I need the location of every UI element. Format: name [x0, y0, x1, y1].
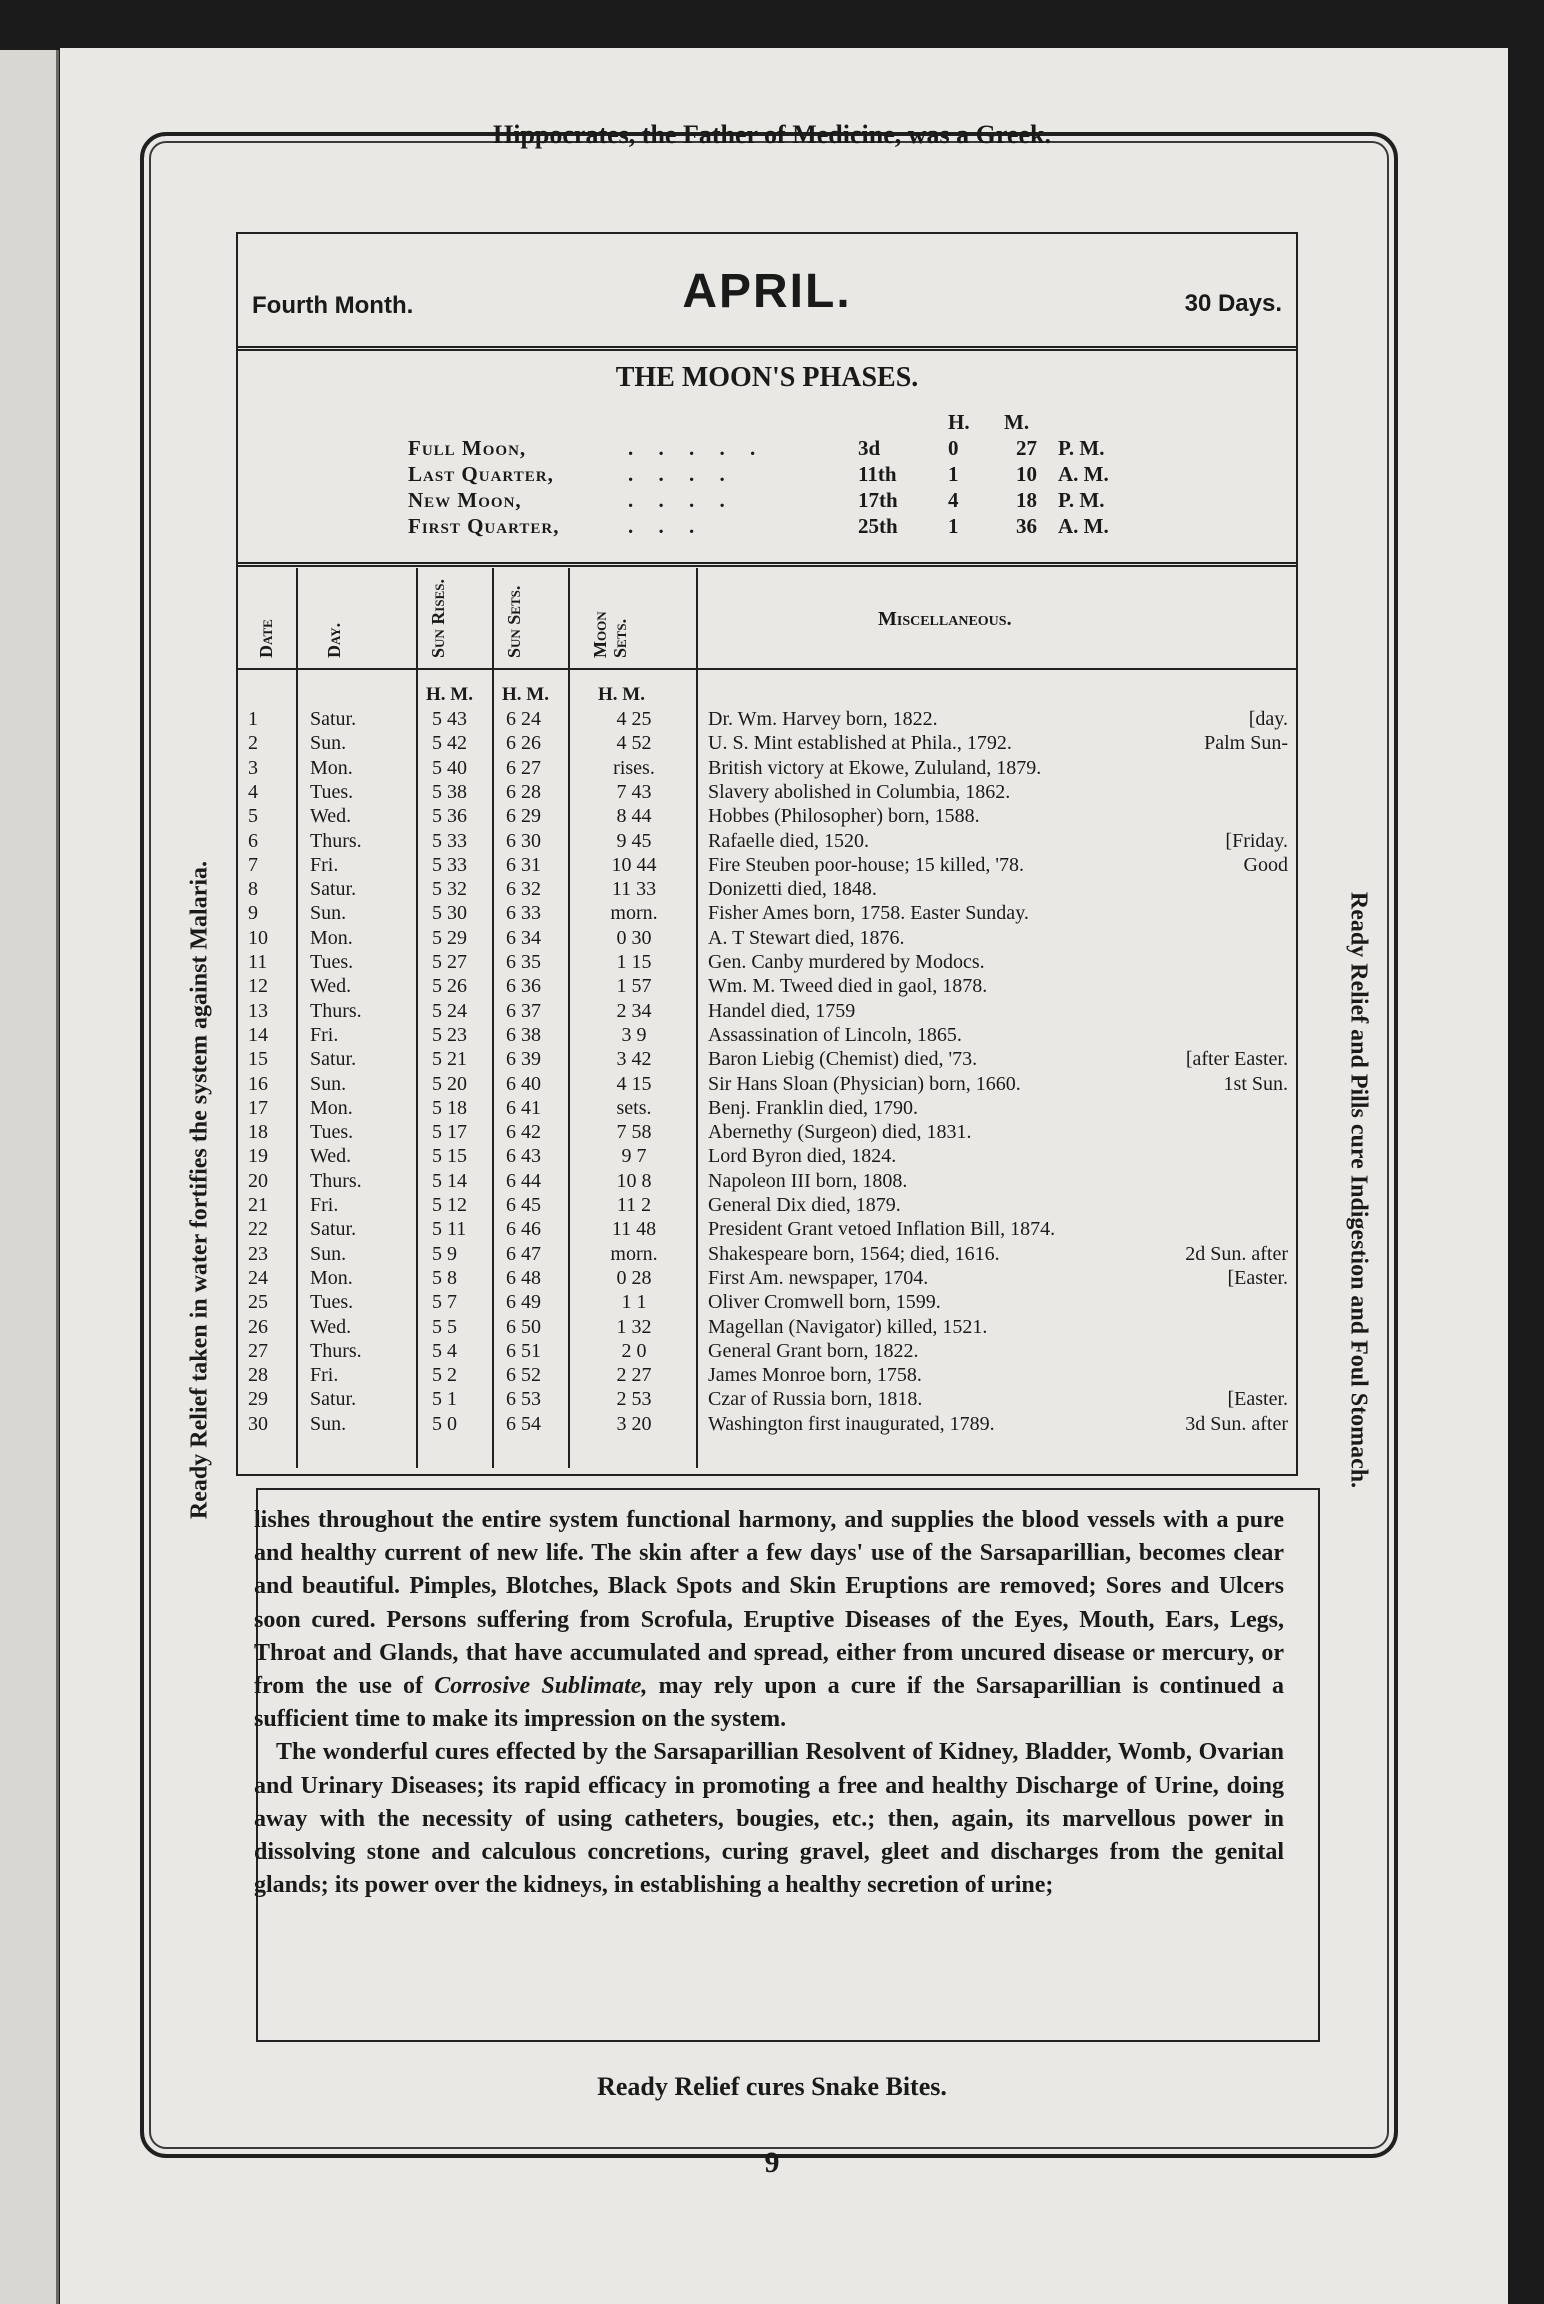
advertisement-text: [254, 1504, 1284, 1902]
table-row: [238, 1048, 1296, 1070]
cell-rise: 5 40: [432, 756, 467, 779]
cell-misc: Slavery abolished in Columbia, 1862.: [708, 780, 1011, 803]
phase-dots: . . . .: [628, 488, 735, 512]
cell-set: 6 45: [506, 1194, 541, 1216]
cell-set: 6 50: [506, 1315, 541, 1338]
cell-misc: Donizetti died, 1848.: [708, 878, 877, 901]
cell-day: Sun.: [310, 902, 347, 925]
cell-date: 17: [248, 1096, 268, 1119]
cell-moon: 8 44: [616, 805, 652, 828]
cell-misc: Dr. Wm. Harvey born, 1822.: [708, 708, 938, 730]
cell-date: 4: [248, 780, 258, 803]
phase-row: [408, 514, 1248, 538]
daily-table: [238, 568, 1296, 1468]
cell-day: Wed.: [310, 975, 352, 998]
phases-col-headers: [408, 410, 1248, 434]
phase-ampm: P. M.: [1058, 436, 1105, 460]
table-row: [238, 975, 1296, 997]
cell-day: Fri.: [310, 1023, 339, 1046]
cell-set: 6 44: [506, 1169, 541, 1192]
side-caption-right: Ready Relief and Pills cure Indigestion and Foul Stomach.: [1345, 891, 1372, 1489]
table-row: [238, 805, 1296, 827]
phase-name: New Moon,: [408, 488, 522, 512]
cell-day: Mon.: [310, 756, 353, 779]
cell-misc: Benj. Franklin died, 1790.: [708, 1096, 918, 1119]
cell-rise: 5 23: [432, 1023, 467, 1046]
page-number: 9: [764, 2146, 780, 2179]
cell-set: 6 32: [506, 878, 541, 901]
cell-note: Palm Sun-: [1204, 732, 1288, 755]
cell-moon: 1 32: [616, 1315, 652, 1338]
cell-moon: 1 15: [616, 951, 652, 973]
cell-misc: Magellan (Navigator) killed, 1521.: [708, 1315, 988, 1338]
table-row: [238, 1170, 1296, 1192]
cell-moon: 11 2: [616, 1194, 652, 1216]
cell-rise: 5 29: [432, 926, 467, 949]
cell-rise: 5 43: [432, 708, 467, 730]
cell-date: 15: [248, 1048, 268, 1071]
table-row: [238, 1340, 1296, 1362]
cell-misc: Napoleon III born, 1808.: [708, 1169, 908, 1192]
cell-day: Fri.: [310, 1194, 339, 1216]
cell-rise: 5 33: [432, 829, 467, 852]
table-row: [238, 854, 1296, 876]
cell-day: Tues.: [310, 951, 354, 973]
cell-misc: Rafaelle died, 1520.: [708, 829, 870, 852]
ad-paragraph-2: The wonderful cures effected by the Sarsaparillian Resolvent of Kidney, Bladder, Womb, Ovarian and Urinary Diseases; its rapid efficacy in promoting a free and healthy Discharge of Urine, doing away with the necessity of using catheters, bougies, etc.; then, again, its marvellous power in dissolving stone and calculous concretions, curing gravel, gleet and discharges from the genital glands; its power over the kidneys, in establishing a healthy secretion of urine;: [254, 1739, 1284, 1899]
phases-m-header: M.: [1004, 410, 1030, 434]
cell-misc: James Monroe born, 1758.: [708, 1364, 922, 1387]
table-row: [238, 878, 1296, 900]
cell-rise: 5 9: [432, 1242, 457, 1265]
table-row: [238, 1000, 1296, 1022]
cell-day: Tues.: [310, 1121, 354, 1144]
cell-rise: 5 38: [432, 780, 467, 803]
cell-date: 28: [248, 1364, 268, 1387]
cell-rise: 5 30: [432, 902, 467, 925]
cell-date: 9: [248, 902, 258, 925]
cell-note: [day.: [1248, 708, 1288, 730]
cell-set: 6 30: [506, 829, 541, 852]
header-date: Date: [256, 619, 276, 658]
cell-date: 25: [248, 1291, 268, 1314]
cell-moon: 11 33: [611, 878, 657, 901]
cell-moon: 1 1: [621, 1291, 647, 1314]
cell-date: 11: [248, 951, 268, 973]
cell-date: 19: [248, 1145, 268, 1168]
header-moon-sets: Moon Sets.: [590, 611, 630, 658]
cell-day: Satur.: [310, 1218, 357, 1241]
cell-date: 1: [248, 708, 258, 730]
cell-moon: 7 43: [616, 780, 652, 803]
phase-h: 0: [948, 436, 959, 460]
cell-date: 27: [248, 1339, 268, 1362]
cell-date: 18: [248, 1121, 268, 1144]
cell-day: Thurs.: [310, 1339, 362, 1362]
cell-rise: 5 17: [432, 1121, 467, 1144]
table-row: [238, 1194, 1296, 1216]
phase-m: 10: [1016, 462, 1037, 486]
table-row: [238, 781, 1296, 803]
table-row: [238, 1024, 1296, 1046]
bottom-caption: Ready Relief cures Snake Bites.: [597, 2072, 947, 2101]
phase-day: 11th: [858, 462, 897, 486]
cell-moon: 3 42: [616, 1048, 652, 1071]
cell-set: 6 27: [506, 756, 541, 779]
cell-rise: 5 4: [432, 1339, 457, 1362]
phase-dots: . . .: [628, 514, 705, 538]
cell-date: 12: [248, 975, 268, 998]
cell-date: 24: [248, 1266, 268, 1289]
phase-m: 27: [1016, 436, 1037, 460]
cell-day: Mon.: [310, 1096, 353, 1119]
cell-day: Mon.: [310, 926, 353, 949]
table-row: [238, 732, 1296, 754]
cell-rise: 5 14: [432, 1169, 467, 1192]
header-day: Day.: [324, 622, 344, 658]
table-row: [238, 1145, 1296, 1167]
table-row: [238, 1097, 1296, 1119]
cell-misc: Gen. Canby murdered by Modocs.: [708, 951, 985, 973]
cell-misc: Wm. M. Tweed died in gaol, 1878.: [708, 975, 988, 998]
phase-ampm: A. M.: [1058, 462, 1109, 486]
cell-moon: 9 45: [616, 829, 652, 852]
cell-date: 14: [248, 1023, 268, 1046]
cell-set: 6 52: [506, 1364, 541, 1387]
table-row: [238, 927, 1296, 949]
cell-misc: A. T Stewart died, 1876.: [708, 926, 905, 949]
cell-misc: British victory at Ekowe, Zululand, 1879.: [708, 756, 1042, 779]
cell-rise: 5 21: [432, 1048, 467, 1071]
cell-misc: Fire Steuben poor-house; 15 killed, '78.: [708, 853, 1024, 876]
cell-day: Sun.: [310, 1242, 347, 1265]
cell-day: Wed.: [310, 805, 352, 828]
cell-set: 6 38: [506, 1023, 541, 1046]
cell-set: 6 26: [506, 732, 541, 755]
cell-set: 6 53: [506, 1388, 541, 1411]
cell-moon: morn.: [610, 902, 658, 925]
phase-day: 25th: [858, 514, 898, 538]
table-row: [238, 1267, 1296, 1289]
cell-note: [after Easter.: [1185, 1048, 1288, 1071]
facing-page-edge: [0, 50, 59, 2304]
cell-set: 6 29: [506, 805, 541, 828]
moon-phases: [238, 352, 1296, 567]
cell-date: 23: [248, 1242, 268, 1265]
cell-misc: Abernethy (Surgeon) died, 1831.: [708, 1121, 972, 1144]
phase-day: 17th: [858, 488, 898, 512]
cell-day: Sun.: [310, 1412, 347, 1435]
cell-note: 1st Sun.: [1223, 1072, 1288, 1095]
cell-date: 6: [248, 829, 258, 852]
cell-set: 6 34: [506, 926, 541, 949]
phase-h: 4: [948, 488, 959, 512]
cell-misc: General Grant born, 1822.: [708, 1339, 919, 1362]
cell-set: 6 51: [506, 1339, 541, 1362]
cell-moon: 2 34: [616, 999, 652, 1022]
cell-rise: 5 7: [432, 1291, 457, 1314]
cell-moon: 11 48: [611, 1218, 657, 1241]
phase-dots: . . . . .: [628, 436, 766, 460]
cell-moon: 0 28: [616, 1266, 652, 1289]
phase-dots: . . . .: [628, 462, 735, 486]
phase-row: [408, 462, 1248, 486]
cell-set: 6 28: [506, 780, 541, 803]
cell-date: 10: [248, 926, 268, 949]
cell-moon: 4 25: [616, 708, 652, 730]
cell-moon: rises.: [613, 756, 655, 779]
cell-rise: 5 42: [432, 732, 467, 755]
ad-emphasis: Corrosive Sublimate,: [434, 1673, 648, 1700]
table-row: [238, 1388, 1296, 1410]
cell-set: 6 35: [506, 951, 541, 973]
table-row: [238, 951, 1296, 973]
cell-misc: Sir Hans Sloan (Physician) born, 1660.: [708, 1072, 1021, 1095]
cell-rise: 5 1: [432, 1388, 457, 1411]
phase-name: Full Moon,: [408, 436, 527, 460]
cell-rise: 5 26: [432, 975, 467, 998]
cell-day: Satur.: [310, 878, 357, 901]
cell-set: 6 49: [506, 1291, 541, 1314]
cell-day: Thurs.: [310, 829, 362, 852]
cell-day: Tues.: [310, 780, 354, 803]
cell-rise: 5 12: [432, 1194, 467, 1216]
cell-set: 6 24: [506, 708, 541, 730]
cell-rise: 5 20: [432, 1072, 467, 1095]
cell-rise: 5 0: [432, 1412, 457, 1435]
table-row: [238, 1243, 1296, 1265]
cell-date: 22: [248, 1218, 268, 1241]
cell-set: 6 42: [506, 1121, 541, 1144]
cell-set: 6 46: [506, 1218, 541, 1241]
cell-day: Sun.: [310, 1072, 347, 1095]
cell-moon: 2 53: [616, 1388, 652, 1411]
header-miscellaneous: Miscellaneous.: [878, 608, 1012, 630]
cell-rise: 5 24: [432, 999, 467, 1022]
cell-moon: 9 7: [621, 1145, 647, 1168]
phase-row: [408, 436, 1248, 460]
phase-m: 18: [1016, 488, 1037, 512]
table-row: [238, 757, 1296, 779]
cell-date: 3: [248, 756, 258, 779]
cell-rise: 5 11: [432, 1218, 467, 1241]
cell-set: 6 43: [506, 1145, 541, 1168]
cell-day: Fri.: [310, 1364, 339, 1387]
table-row: [238, 830, 1296, 852]
cell-moon: 0 30: [616, 926, 652, 949]
days-count: 30 Days.: [1184, 290, 1282, 317]
cell-set: 6 40: [506, 1072, 541, 1095]
cell-date: 20: [248, 1169, 268, 1192]
header-sun-rises: Sun Rises.: [428, 579, 448, 658]
cell-rise: 5 5: [432, 1315, 457, 1338]
cell-note: 2d Sun. after: [1185, 1242, 1288, 1265]
table-row: [238, 708, 1296, 730]
cell-rise: 5 32: [432, 878, 467, 901]
cell-note: [Easter.: [1227, 1266, 1288, 1289]
cell-note: 3d Sun. after: [1185, 1412, 1288, 1435]
cell-date: 7: [248, 853, 258, 876]
phase-h: 1: [948, 514, 959, 538]
phase-m: 36: [1016, 514, 1037, 538]
cell-day: Mon.: [310, 1266, 353, 1289]
table-row: [238, 1364, 1296, 1386]
cell-day: Thurs.: [310, 1169, 362, 1192]
cell-date: 8: [248, 878, 258, 901]
cell-day: Satur.: [310, 708, 357, 730]
cell-set: 6 33: [506, 902, 541, 925]
cell-date: 16: [248, 1072, 268, 1095]
cell-moon: 2 0: [621, 1339, 647, 1362]
phase-row: [408, 488, 1248, 512]
cell-set: 6 54: [506, 1412, 541, 1435]
cell-date: 13: [248, 999, 268, 1022]
cell-misc: Assassination of Lincoln, 1865.: [708, 1023, 962, 1046]
cell-note: Good: [1243, 853, 1288, 876]
cell-day: Tues.: [310, 1291, 354, 1314]
cell-set: 6 37: [506, 999, 541, 1022]
cell-set: 6 48: [506, 1266, 541, 1289]
phases-title: THE MOON'S PHASES.: [615, 362, 919, 393]
table-row: [238, 902, 1296, 924]
calendar-table: [236, 232, 1298, 1476]
cell-misc: General Dix died, 1879.: [708, 1194, 901, 1216]
cell-date: 30: [248, 1412, 268, 1435]
cell-moon: morn.: [610, 1242, 658, 1265]
cell-set: 6 31: [506, 853, 541, 876]
cell-set: 6 47: [506, 1242, 541, 1265]
phase-name: First Quarter,: [408, 514, 560, 538]
cell-moon: 10 8: [616, 1169, 652, 1192]
cell-misc: Handel died, 1759: [708, 999, 856, 1022]
cell-moon: 4 52: [616, 732, 652, 755]
month-title: APRIL.: [682, 265, 852, 318]
hm-rise: H. M.: [426, 684, 473, 705]
ad-paragraph-1-end: may rely upon a cure if the Sarsaparillian is continued a sufficient time to make its impression on the system.: [254, 1673, 1285, 1733]
cell-moon: 4 15: [616, 1072, 652, 1095]
cell-set: 6 41: [506, 1096, 541, 1119]
cell-day: Sun.: [310, 732, 347, 755]
cell-misc: Washington first inaugurated, 1789.: [708, 1412, 995, 1435]
table-row: [238, 1413, 1296, 1435]
cell-moon: 7 58: [616, 1121, 652, 1144]
phase-name: Last Quarter,: [408, 462, 554, 486]
top-caption: Hippocrates, the Father of Medicine, was a Greek.: [493, 120, 1051, 149]
cell-moon: 3 9: [621, 1023, 647, 1046]
cell-day: Wed.: [310, 1145, 352, 1168]
cell-rise: 5 2: [432, 1364, 457, 1387]
cell-note: [Easter.: [1227, 1388, 1288, 1411]
cell-day: Thurs.: [310, 999, 362, 1022]
cell-date: 29: [248, 1388, 268, 1411]
cell-rise: 5 36: [432, 805, 467, 828]
cell-rise: 5 33: [432, 853, 467, 876]
cell-set: 6 36: [506, 975, 541, 998]
cell-moon: 10 44: [611, 853, 657, 876]
cell-rise: 5 27: [432, 951, 467, 973]
cell-misc: Shakespeare born, 1564; died, 1616.: [708, 1242, 1000, 1265]
cell-day: Satur.: [310, 1048, 357, 1071]
phase-day: 3d: [858, 436, 881, 460]
cell-misc: Czar of Russia born, 1818.: [708, 1388, 923, 1411]
header-sun-sets: Sun Sets.: [504, 585, 524, 658]
cell-rise: 5 18: [432, 1096, 467, 1119]
month-ordinal: Fourth Month.: [252, 292, 414, 319]
table-row: [238, 1121, 1296, 1143]
side-caption-left: Ready Relief taken in water fortifies the system against Malaria.: [186, 860, 213, 1520]
cell-day: Satur.: [310, 1388, 357, 1411]
cell-date: 26: [248, 1315, 268, 1338]
hm-set: H. M.: [502, 684, 549, 705]
cell-misc: Lord Byron died, 1824.: [708, 1145, 897, 1168]
cell-set: 6 39: [506, 1048, 541, 1071]
cell-misc: Fisher Ames born, 1758. Easter Sunday.: [708, 902, 1029, 925]
table-row: [238, 1291, 1296, 1313]
cell-note: [Friday.: [1225, 829, 1288, 852]
table-row: [238, 1073, 1296, 1095]
phase-ampm: A. M.: [1058, 514, 1109, 538]
cell-misc: Oliver Cromwell born, 1599.: [708, 1291, 941, 1314]
cell-rise: 5 15: [432, 1145, 467, 1168]
cell-misc: U. S. Mint established at Phila., 1792.: [708, 732, 1012, 755]
phase-ampm: P. M.: [1058, 488, 1105, 512]
month-header: [238, 234, 1296, 351]
cell-moon: sets.: [616, 1096, 652, 1119]
cell-rise: 5 8: [432, 1266, 457, 1289]
cell-misc: First Am. newspaper, 1704.: [708, 1266, 929, 1289]
cell-misc: President Grant vetoed Inflation Bill, 1874.: [708, 1218, 1056, 1241]
cell-day: Wed.: [310, 1315, 352, 1338]
cell-date: 5: [248, 805, 258, 828]
cell-date: 21: [248, 1194, 268, 1216]
cell-misc: Hobbes (Philosopher) born, 1588.: [708, 805, 980, 828]
phases-h-header: H.: [948, 410, 970, 434]
cell-date: 2: [248, 732, 258, 755]
cell-day: Fri.: [310, 853, 339, 876]
cell-moon: 1 57: [616, 975, 652, 998]
table-row: [238, 1316, 1296, 1338]
cell-moon: 3 20: [616, 1412, 652, 1435]
table-row: [238, 1218, 1296, 1240]
cell-misc: Baron Liebig (Chemist) died, '73.: [708, 1048, 978, 1071]
cell-moon: 2 27: [616, 1364, 652, 1387]
phase-h: 1: [948, 462, 959, 486]
ad-paragraph-1: lishes throughout the entire system functional harmony, and supplies the blood vessels with a pure and healthy current of new life. The skin after a few days' use of the Sarsaparillian, becomes clear and beautiful. Pimples, Blotches, Black Spots and Skin Eruptions are removed; Sores and Ulcers soon cured. Persons suffering from Scrofula, Eruptive Diseases of the Eyes, Mouth, Ears, Legs, Throat and Glands, that have accumulated and spread, either from uncured disease or mercury, or from the use of: [254, 1507, 1284, 1700]
hm-moon: H. M.: [598, 684, 645, 705]
